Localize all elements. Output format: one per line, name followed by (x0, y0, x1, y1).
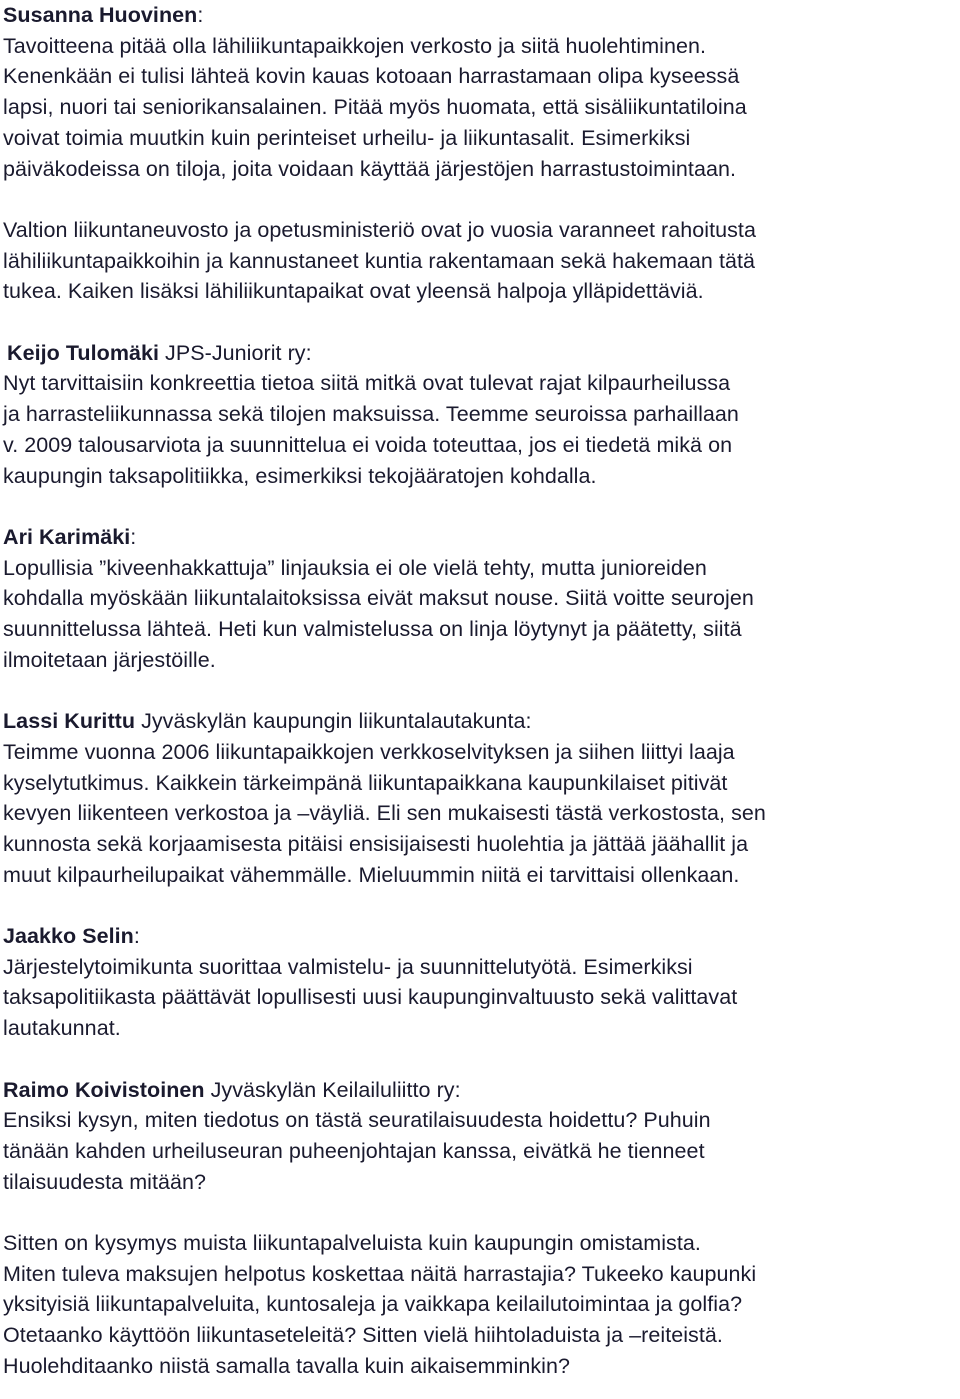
speaker-affiliation: Jyväskylän kaupungin liikuntalautakunta: (135, 709, 532, 734)
speaker-name: Lassi Kurittu (3, 709, 136, 734)
speaker-affiliation: : (133, 924, 140, 949)
speaker-heading (3, 706, 958, 737)
speaker-affiliation: JPS-Juniorit ry: (159, 340, 312, 365)
statement-paragraph: Teimme vuonna 2006 liikuntapaikkojen verkkoselvityksen ja siihen liittyi laaja kyselytutkimus. Kaikkein tärkeimpänä liikuntapaikkana kaupunkilaiset pitivät kevyen liikenteen verkostoa ja –väyliä. Eli sen mukaisesti tästä verkostosta, sen kunnosta sekä korjaamisesta pitäisi ensisijaisesti huolehtia ja jättää jäähallit ja muut kilpaurheilupaikat vähemmälle. Mieluummin niitä ei tarvittaisi ollenkaan. (3, 739, 766, 887)
speaker-affiliation: : (197, 3, 204, 27)
statement-paragraph: Lopullisia ”kiveenhakkattuja” linjauksia ei ole vielä tehty, mutta junioreiden kohdalla myöskään liikuntalaitoksissa eivät maksut nouse. Siitä voitte seurojen suunnittelussa lähteä. Heti kun valmistelussa on linja löytynyt ja päätetty, siitä ilmoitetaan järjestöille. (3, 555, 754, 672)
statement-paragraph: Tavoitteena pitää olla lähiliikuntapaikkojen verkosto ja siitä huolehtiminen. Kenenkään ei tulisi lähteä kovin kauas kotoaan harrastamaan olipa kyseessä lapsi, nuori tai seniorikansalainen. Pitää myös huomata, että sisäliikuntatiloina voivat toimia muutkin kuin perinteiset urheilu- ja liikuntasalit. Esimerkiksi päiväkodeissa on tiloja, joita voidaan käyttää järjestöjen harrastustoimintaan. (3, 33, 747, 181)
speaker-heading (3, 921, 958, 952)
speaker-section (3, 921, 958, 1044)
speaker-affiliation: Jyväskylän Keilailuliitto ry: (204, 1077, 461, 1102)
speaker-section (3, 706, 958, 890)
speaker-heading (3, 338, 958, 369)
speaker-name: Susanna Huovinen (3, 3, 198, 27)
speaker-heading (3, 1075, 958, 1106)
speaker-name: Jaakko Selin (3, 924, 134, 949)
statement-paragraph: Sitten on kysymys muista liikuntapalveluista kuin kaupungin omistamista. Miten tuleva maksujen helpotus koskettaa näitä harrastajia? Tukeeko kaupunki yksityisiä liikuntapalveluita, kuntosaleja ja vaikkapa keilailutoimintaa ja golfia? Otetaanko käyttöön liikuntaseteleitä? Sitten vielä hiihtoladuista ja –reiteistä. Huolehditaanko niistä samalla tavalla kuin aikaisemminkin? (3, 1231, 757, 1378)
speaker-name: Raimo Koivistoinen (3, 1077, 205, 1102)
speaker-section (3, 338, 958, 492)
statement-paragraph: Järjestelytoimikunta suorittaa valmistelu- ja suunnittelutyötä. Esimerkiksi taksapolitiikasta päättävät lopullisesti uusi kaupunginvaltuusto sekä valittavat lautakunnat. (3, 954, 738, 1041)
speaker-section (3, 522, 958, 676)
document-page (3, 0, 958, 1382)
speaker-section (3, 1075, 958, 1382)
speaker-name: Keijo Tulomäki (7, 340, 160, 365)
statement-paragraph: Ensiksi kysyn, miten tiedotus on tästä seuratilaisuudesta hoidettu? Puhuin tänään kahden urheiluseuran puheenjohtajan kanssa, eivätkä he tienneet tilaisuudesta mitään? (3, 1108, 711, 1194)
speaker-heading (3, 522, 958, 553)
statement-paragraph: Nyt tarvittaisiin konkreettia tietoa siitä mitkä ovat tulevat rajat kilpaurheilussa ja harrasteliikunnassa sekä tilojen maksuissa. Teemme seuroissa parhaillaan v. 2009 talousarviota ja suunnittelua ei voida toteuttaa, jos ei tiedetä mikä on kaupungin taksapolitiikka, esimerkiksi tekojääratojen kohdalla. (3, 371, 739, 488)
speaker-name: Ari Karimäki (3, 524, 131, 549)
speaker-heading (3, 0, 958, 31)
speaker-affiliation: : (130, 524, 137, 549)
statement-paragraph: Valtion liikuntaneuvosto ja opetusministeriö ovat jo vuosia varanneet rahoitusta lähiliikuntapaikkoihin ja kannustaneet kuntia rakentamaan sekä hakemaan tätä tukea. Kaiken lisäksi lähiliikuntapaikat ovat yleensä halpoja ylläpidettäviä. (3, 217, 756, 304)
speaker-section (3, 0, 958, 307)
